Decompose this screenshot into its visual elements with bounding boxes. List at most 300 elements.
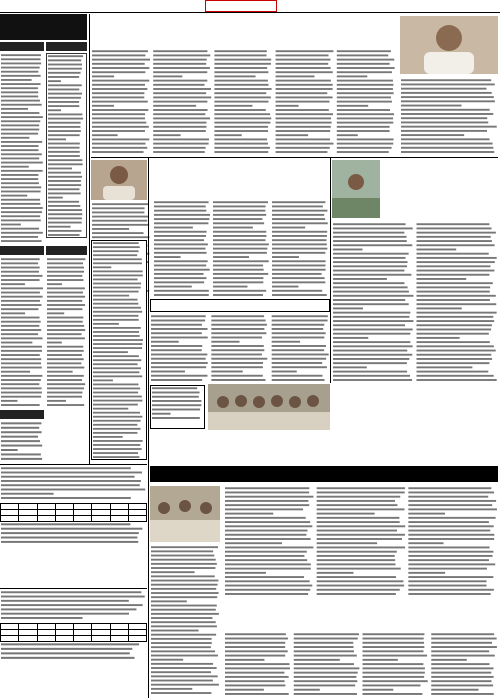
text-line <box>151 371 185 373</box>
text-line <box>93 303 138 305</box>
text-line <box>92 207 145 209</box>
text-line <box>225 689 264 691</box>
text-line <box>272 358 326 360</box>
text-line <box>363 663 424 665</box>
text-line <box>294 659 340 661</box>
text-line <box>294 646 354 648</box>
text-line <box>333 324 405 326</box>
text-line <box>225 642 285 644</box>
text-line <box>151 320 205 322</box>
text-line <box>272 222 328 224</box>
text-line <box>151 324 202 326</box>
text-line <box>48 105 79 107</box>
text-line <box>153 122 206 124</box>
text-line <box>47 358 84 360</box>
text-line <box>93 299 138 301</box>
text-line <box>93 359 141 361</box>
text-line <box>337 130 390 132</box>
text-line <box>401 147 493 149</box>
text-line <box>47 304 85 306</box>
text-line <box>337 54 388 56</box>
text-line <box>417 274 490 276</box>
text-line <box>431 684 493 686</box>
text-line <box>1 436 38 438</box>
text-line <box>213 201 268 203</box>
text-line <box>363 633 425 635</box>
text-line <box>211 320 265 322</box>
text-line <box>154 269 210 271</box>
text-line <box>337 109 390 111</box>
text-line <box>337 84 394 86</box>
text-line <box>1 453 41 455</box>
text-line <box>47 283 62 285</box>
text-line <box>1 79 32 81</box>
text-line <box>317 580 404 582</box>
lost-notice-box <box>150 385 205 429</box>
text-line <box>93 351 128 353</box>
text-line <box>401 105 461 107</box>
text-line <box>272 201 325 203</box>
meeting-story-text-left <box>150 545 220 695</box>
text-line <box>92 71 145 73</box>
text-line <box>151 680 213 682</box>
text-line <box>93 456 139 458</box>
text-line <box>152 417 200 419</box>
text-line <box>214 143 268 145</box>
literary-story-text <box>150 314 330 382</box>
text-line <box>408 572 445 574</box>
text-line <box>93 412 140 414</box>
text-line <box>151 605 217 607</box>
text-line <box>333 366 367 368</box>
text-line <box>1 472 142 474</box>
text-line <box>1 379 41 381</box>
text-line <box>363 638 424 640</box>
text-line <box>92 212 144 214</box>
text-line <box>48 138 66 140</box>
text-line <box>401 100 495 102</box>
text-line <box>151 375 207 377</box>
text-line <box>93 242 139 244</box>
text-line <box>213 248 267 250</box>
text-line <box>152 400 201 402</box>
text-line <box>401 88 487 90</box>
text-line <box>337 92 394 94</box>
text-line <box>47 317 83 319</box>
main-headline-line-1 <box>91 17 396 31</box>
text-line <box>408 547 489 549</box>
text-line <box>47 321 83 323</box>
text-line <box>151 366 206 368</box>
text-line <box>92 224 149 226</box>
text-line <box>431 676 493 678</box>
notice-text-block-1 <box>0 53 44 243</box>
text-line <box>1 100 40 102</box>
text-line <box>93 400 142 402</box>
text-line <box>1 182 39 184</box>
text-line <box>211 315 264 317</box>
text-line <box>363 680 428 682</box>
text-line <box>417 299 490 301</box>
text-line <box>1 358 41 360</box>
text-line <box>1 258 40 260</box>
text-line <box>48 113 82 115</box>
text-line <box>93 279 138 281</box>
text-line <box>92 122 146 124</box>
divider <box>91 157 498 158</box>
text-line <box>333 333 410 335</box>
text-line <box>92 105 114 107</box>
text-line <box>152 387 197 389</box>
text-line <box>153 101 207 103</box>
text-line <box>48 213 82 215</box>
text-line <box>1 283 25 285</box>
text-line <box>333 249 362 251</box>
text-line <box>154 273 204 275</box>
text-line <box>154 210 206 212</box>
text-line <box>276 126 331 128</box>
union-headline-2 <box>150 448 498 463</box>
text-line <box>151 337 208 339</box>
text-line <box>48 197 63 199</box>
text-line <box>153 50 207 52</box>
text-line <box>213 256 249 258</box>
text-line <box>363 693 423 695</box>
text-line <box>337 63 390 65</box>
text-line <box>272 256 299 258</box>
text-line <box>417 286 491 288</box>
text-line <box>151 362 208 364</box>
text-line <box>93 270 143 272</box>
text-line <box>48 209 82 211</box>
text-line <box>333 299 405 301</box>
text-line <box>225 521 310 523</box>
text-line <box>93 367 141 369</box>
text-line <box>92 203 149 205</box>
text-line <box>1 467 131 469</box>
text-line <box>294 655 357 657</box>
text-line <box>48 168 72 170</box>
text-line <box>151 571 195 573</box>
text-line <box>417 333 489 335</box>
text-line <box>151 354 207 356</box>
text-line <box>151 617 212 619</box>
text-line <box>93 384 139 386</box>
text-line <box>317 576 396 578</box>
text-line <box>417 345 494 347</box>
text-line <box>333 375 410 377</box>
text-line <box>225 551 307 553</box>
text-line <box>225 496 313 498</box>
text-line <box>276 138 330 140</box>
union-headline-1 <box>150 432 498 447</box>
text-line <box>1 203 40 205</box>
text-line <box>153 143 208 145</box>
text-line <box>272 235 327 237</box>
text-line <box>272 231 327 233</box>
text-line <box>431 655 495 657</box>
text-line <box>333 316 409 318</box>
text-line <box>1 129 39 131</box>
text-line <box>417 375 494 377</box>
text-line <box>276 59 331 61</box>
text-line <box>151 634 216 636</box>
text-line <box>272 252 325 254</box>
text-line <box>1 170 43 172</box>
text-line <box>47 400 66 402</box>
text-line <box>333 371 407 373</box>
text-line <box>408 563 495 565</box>
text-line <box>47 396 82 398</box>
text-line <box>1 476 135 478</box>
text-line <box>1 162 43 164</box>
text-line <box>294 693 357 695</box>
text-line <box>211 341 239 343</box>
text-line <box>92 50 148 52</box>
text-line <box>48 217 82 219</box>
text-line <box>276 54 329 56</box>
text-line <box>154 281 204 283</box>
text-line <box>276 134 309 136</box>
text-line <box>213 260 269 262</box>
text-line <box>1 342 32 344</box>
text-line <box>1 166 29 168</box>
text-line <box>431 689 478 691</box>
text-line <box>225 492 309 494</box>
text-line <box>1 458 42 460</box>
text-line <box>93 371 139 373</box>
text-line <box>1 67 40 69</box>
text-line <box>151 575 215 577</box>
text-line <box>333 274 411 276</box>
literary-headline-box <box>150 299 330 312</box>
text-line <box>417 227 492 229</box>
text-line <box>431 638 496 640</box>
text-line <box>1 648 132 650</box>
tourism-headline <box>382 160 498 218</box>
text-line <box>1 199 40 201</box>
text-line <box>214 88 271 90</box>
text-line <box>211 354 262 356</box>
text-line <box>1 104 42 106</box>
text-line <box>333 337 368 339</box>
text-line <box>333 379 412 381</box>
text-line <box>225 508 303 510</box>
text-line <box>225 525 312 527</box>
text-line <box>93 319 139 321</box>
text-line <box>1 292 40 294</box>
text-line <box>93 339 143 341</box>
text-line <box>1 267 40 269</box>
text-line <box>48 59 81 61</box>
text-line <box>1 652 130 654</box>
text-line <box>48 93 82 95</box>
text-line <box>48 147 80 149</box>
text-line <box>317 551 397 553</box>
text-line <box>213 273 268 275</box>
text-line <box>408 585 486 587</box>
text-line <box>1 304 41 306</box>
text-line <box>225 538 311 540</box>
text-line <box>363 642 425 644</box>
text-line <box>317 585 404 587</box>
text-line <box>152 392 200 394</box>
text-line <box>337 105 368 107</box>
text-line <box>317 500 395 502</box>
text-line <box>214 151 268 153</box>
text-line <box>417 324 492 326</box>
tourism-photo <box>332 160 380 218</box>
text-line <box>151 592 219 594</box>
text-line <box>47 371 73 373</box>
text-line <box>401 151 494 153</box>
text-line <box>1 145 39 147</box>
text-line <box>92 220 147 222</box>
text-line <box>153 134 180 136</box>
text-line <box>151 379 202 381</box>
text-line <box>48 155 80 157</box>
text-line <box>317 534 405 536</box>
text-line <box>213 294 263 296</box>
text-line <box>408 487 491 489</box>
text-line <box>401 96 494 98</box>
text-line <box>317 568 401 570</box>
text-line <box>48 130 81 132</box>
text-line <box>317 547 405 549</box>
text-line <box>151 609 216 611</box>
text-line <box>92 54 145 56</box>
text-line <box>225 633 286 635</box>
text-line <box>214 126 268 128</box>
text-line <box>92 151 144 153</box>
text-line <box>272 379 325 381</box>
column-rule <box>330 158 331 383</box>
lead-story-text-right <box>400 78 498 154</box>
text-line <box>153 151 205 153</box>
text-line <box>93 343 142 345</box>
text-line <box>1 329 41 331</box>
text-line <box>317 496 401 498</box>
text-line <box>47 292 83 294</box>
text-line <box>225 693 289 695</box>
text-line <box>213 218 262 220</box>
text-line <box>1 362 41 364</box>
text-line <box>1 350 42 352</box>
text-line <box>48 143 80 145</box>
text-line <box>225 517 306 519</box>
text-line <box>48 172 81 174</box>
text-line <box>93 250 139 252</box>
text-line <box>294 676 357 678</box>
text-line <box>333 295 413 297</box>
text-line <box>408 496 488 498</box>
text-line <box>363 650 424 652</box>
text-line <box>417 265 491 267</box>
text-line <box>154 227 193 229</box>
group-photo <box>208 384 330 430</box>
text-line <box>417 316 494 318</box>
text-line <box>333 358 409 360</box>
text-line <box>151 663 213 665</box>
text-line <box>272 349 325 351</box>
text-line <box>333 303 409 305</box>
text-line <box>401 109 490 111</box>
text-line <box>92 80 149 82</box>
text-line <box>151 659 183 661</box>
text-line <box>93 315 138 317</box>
text-line <box>401 92 492 94</box>
text-line <box>1 537 137 539</box>
text-line <box>151 559 216 561</box>
text-line <box>47 383 85 385</box>
text-line <box>276 113 333 115</box>
text-line <box>214 138 267 140</box>
text-line <box>47 287 85 289</box>
text-line <box>272 328 324 330</box>
text-line <box>214 109 265 111</box>
text-line <box>1 427 39 429</box>
text-line <box>408 513 445 515</box>
text-line <box>213 281 263 283</box>
text-line <box>47 279 83 281</box>
text-line <box>211 358 267 360</box>
text-line <box>272 227 305 229</box>
text-line <box>1 232 43 234</box>
text-line <box>401 138 490 140</box>
text-line <box>1 219 41 221</box>
text-line <box>153 67 210 69</box>
text-line <box>1 480 141 482</box>
text-line <box>93 295 129 297</box>
text-line <box>272 345 326 347</box>
text-line <box>1 287 43 289</box>
text-line <box>92 126 149 128</box>
text-line <box>431 672 491 674</box>
text-line <box>47 262 83 264</box>
text-line <box>213 290 266 292</box>
text-line <box>211 379 265 381</box>
text-line <box>214 130 268 132</box>
text-line <box>48 97 81 99</box>
text-line <box>93 283 141 285</box>
text-line <box>153 71 207 73</box>
text-line <box>225 572 266 574</box>
text-line <box>317 555 395 557</box>
affidavit-text-1 <box>0 257 44 407</box>
text-line <box>317 530 397 532</box>
text-line <box>1 271 39 273</box>
text-line <box>153 88 211 90</box>
text-line <box>294 667 360 669</box>
text-line <box>153 113 205 115</box>
text-line <box>47 325 84 327</box>
text-line <box>417 295 496 297</box>
text-line <box>272 366 327 368</box>
text-line <box>154 214 210 216</box>
text-line <box>333 257 406 259</box>
text-line <box>211 362 263 364</box>
text-line <box>225 593 308 595</box>
text-line <box>225 513 273 515</box>
text-line <box>48 126 80 128</box>
text-line <box>225 542 282 544</box>
text-line <box>47 375 84 377</box>
text-line <box>1 613 129 615</box>
text-line <box>151 621 216 623</box>
text-line <box>153 96 211 98</box>
text-line <box>294 638 358 640</box>
text-line <box>1 321 41 323</box>
